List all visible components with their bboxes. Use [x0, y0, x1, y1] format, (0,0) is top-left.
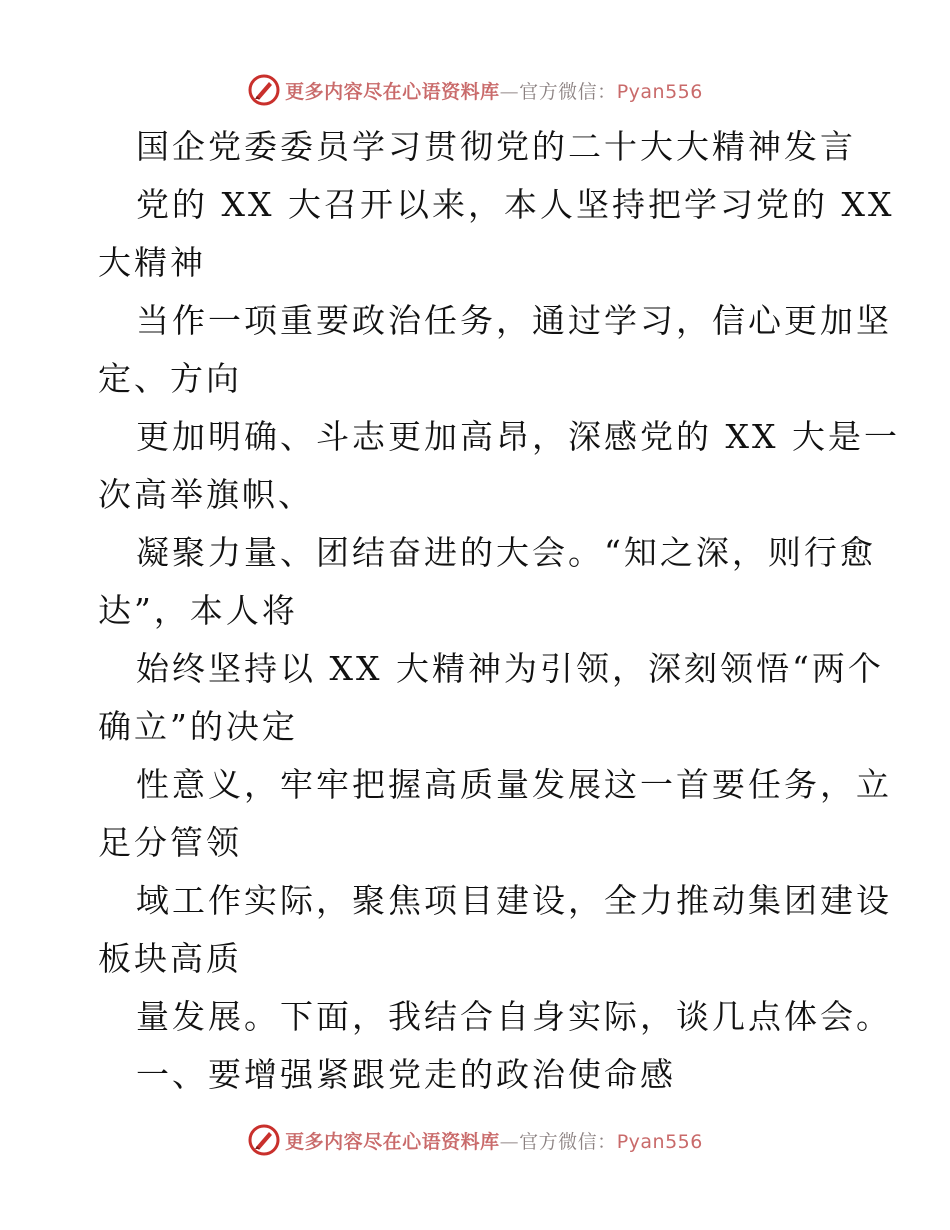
watermark-brand: 更多内容尽在心语资料库	[285, 1130, 500, 1153]
paragraph-line: 定、方向	[98, 359, 242, 398]
paragraph-line: 板块高质	[98, 939, 242, 978]
watermark-text	[285, 77, 703, 104]
watermark-id: Pyan556	[616, 80, 703, 103]
paragraph-line: 党的 XX 大召开以来，本人坚持把学习党的 XX	[136, 185, 895, 224]
watermark-separator: —	[499, 80, 520, 103]
watermark-official: 官方微信：	[519, 80, 617, 103]
paragraph-line: 次高举旗帜、	[98, 475, 314, 514]
paragraph-line: 足分管领	[98, 823, 242, 862]
watermark-id: Pyan556	[616, 1130, 703, 1153]
paragraph-line: 凝聚力量、团结奋进的大会。“知之深，则行愈	[136, 533, 876, 572]
document-title: 国企党委委员学习贯彻党的二十大大精神发言	[136, 127, 856, 166]
watermark-brand: 更多内容尽在心语资料库	[285, 80, 500, 103]
watermark-text	[285, 1127, 703, 1154]
paragraph-line: 确立”的决定	[98, 707, 298, 746]
paragraph-line: 域工作实际，聚焦项目建设，全力推动集团建设	[136, 881, 892, 920]
paragraph-line: 性意义，牢牢把握高质量发展这一首要任务，立	[136, 765, 892, 804]
watermark-official: 官方微信：	[519, 1130, 617, 1153]
document-body	[98, 118, 900, 1104]
footer-watermark	[0, 1122, 950, 1158]
brand-logo-icon	[247, 73, 281, 107]
paragraph-line: 始终坚持以 XX 大精神为引领，深刻领悟“两个	[136, 649, 884, 688]
paragraph-line: 达”，本人将	[98, 591, 298, 630]
watermark-separator: —	[499, 1130, 520, 1153]
paragraph-line: 大精神	[98, 243, 206, 282]
paragraph-line: 当作一项重要政治任务，通过学习，信心更加坚	[136, 301, 892, 340]
section-heading: 一、要增强紧跟党走的政治使命感	[136, 1055, 676, 1094]
brand-logo-icon	[247, 1123, 281, 1157]
paragraph-line: 量发展。下面，我结合自身实际，谈几点体会。	[136, 997, 892, 1036]
paragraph-line: 更加明确、斗志更加高昂，深感党的 XX 大是一	[136, 417, 900, 456]
header-watermark	[0, 72, 950, 108]
